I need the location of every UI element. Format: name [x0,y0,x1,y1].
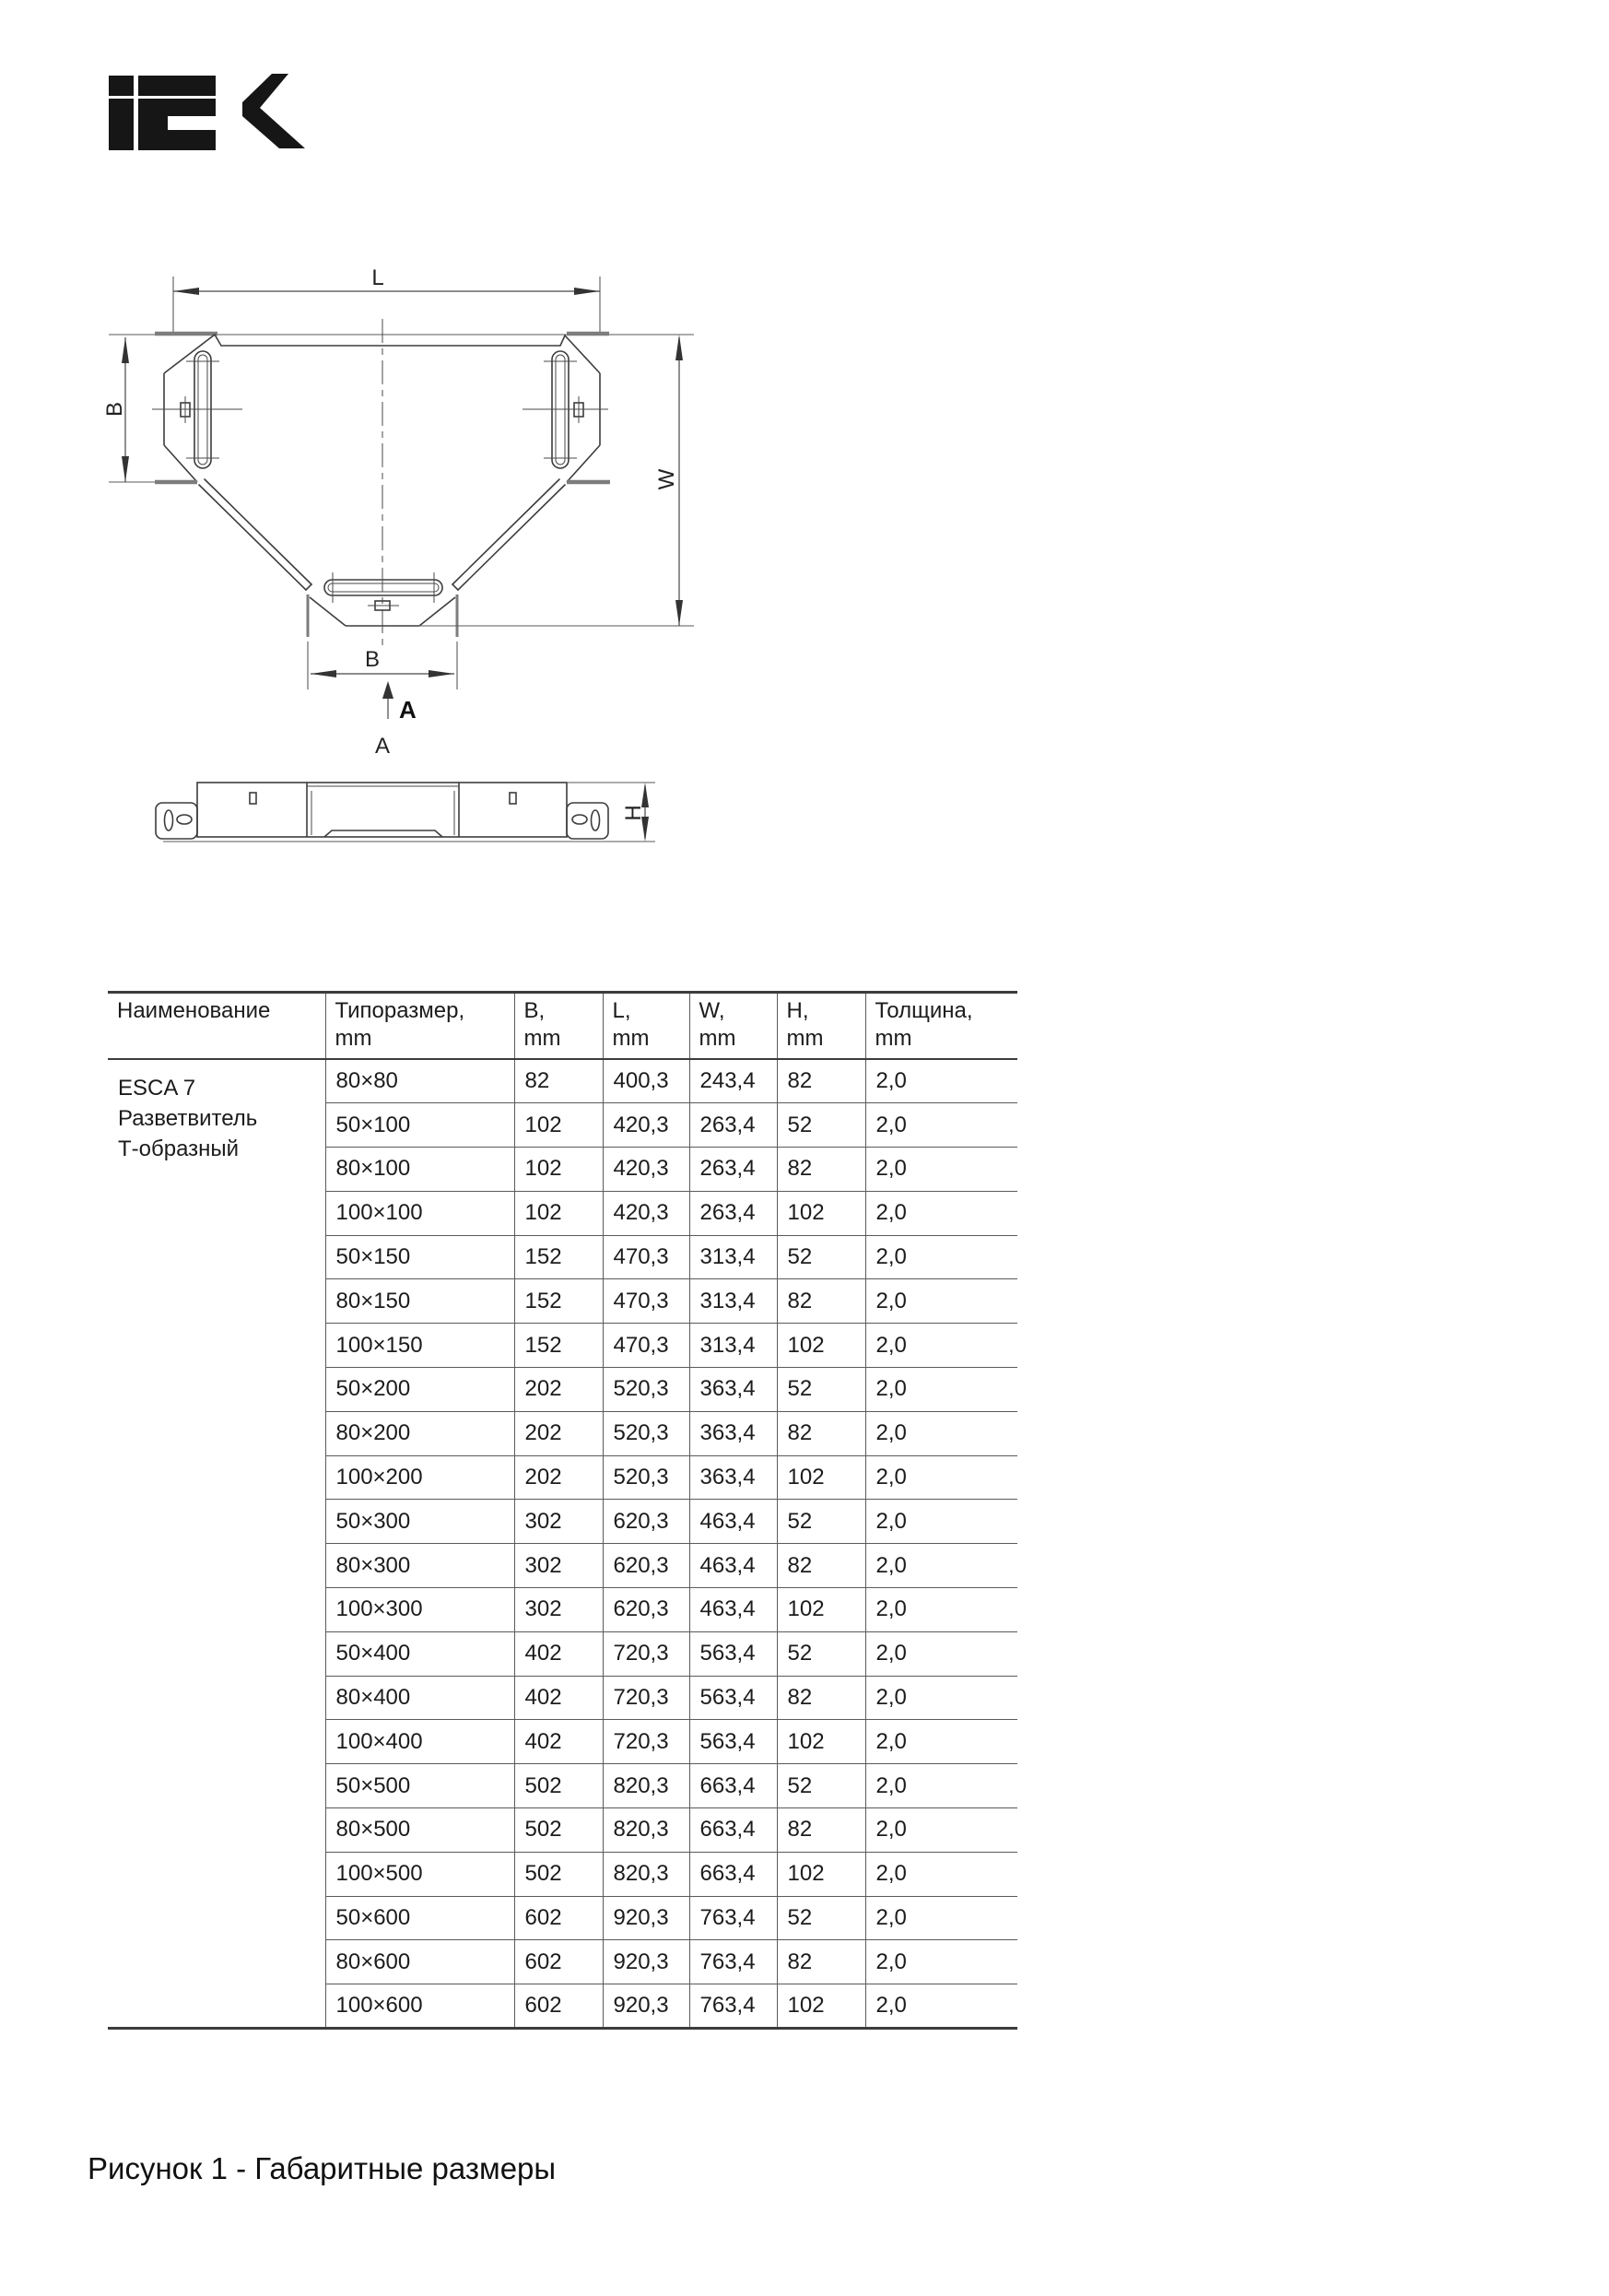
l-cell: 470,3 [603,1279,689,1324]
w-cell: 763,4 [689,1896,777,1940]
size-cell: 50×150 [325,1235,514,1279]
dimension-drawing [74,166,719,866]
b-cell: 202 [514,1411,603,1455]
thickness-cell: 2,0 [865,1368,1017,1412]
header-line: W, [699,998,725,1023]
h-cell: 102 [777,1852,865,1896]
h-cell: 52 [777,1896,865,1940]
h-cell: 52 [777,1103,865,1148]
thickness-cell: 2,0 [865,1059,1017,1103]
section-view-a-a [156,783,655,842]
l-cell: 720,3 [603,1676,689,1720]
w-cell: 313,4 [689,1279,777,1324]
l-cell: 620,3 [603,1588,689,1632]
size-cell: 50×200 [325,1368,514,1412]
label-L: L [371,265,384,290]
header-line: mm [523,1026,561,1051]
w-cell: 463,4 [689,1500,777,1544]
h-cell: 82 [777,1676,865,1720]
thickness-cell: 2,0 [865,1808,1017,1853]
l-cell: 920,3 [603,1940,689,1984]
h-cell: 82 [777,1808,865,1853]
b-cell: 82 [514,1059,603,1103]
l-cell: 520,3 [603,1368,689,1412]
thickness-cell: 2,0 [865,1896,1017,1940]
w-cell: 563,4 [689,1631,777,1676]
w-cell: 263,4 [689,1191,777,1235]
w-cell: 263,4 [689,1148,777,1192]
size-cell: 50×400 [325,1631,514,1676]
h-cell: 52 [777,1368,865,1412]
w-cell: 363,4 [689,1411,777,1455]
w-cell: 463,4 [689,1544,777,1588]
header-l [603,993,689,1060]
label-section-arrow-A: A [399,696,417,724]
label-H: H [621,805,646,821]
thickness-cell: 2,0 [865,1103,1017,1148]
w-cell: 463,4 [689,1588,777,1632]
dimensions-table [108,991,1017,2030]
b-cell: 202 [514,1368,603,1412]
size-cell: 80×80 [325,1059,514,1103]
logo-letter-e-notch [168,116,216,130]
thickness-cell: 2,0 [865,1324,1017,1368]
thickness-cell: 2,0 [865,1544,1017,1588]
b-cell: 502 [514,1852,603,1896]
h-cell: 52 [777,1764,865,1808]
h-cell: 52 [777,1235,865,1279]
b-cell: 602 [514,1896,603,1940]
h-cell: 102 [777,1455,865,1500]
top-view [102,265,694,759]
product-name-line: Разветвитель [118,1106,258,1131]
l-cell: 820,3 [603,1852,689,1896]
thickness-cell: 2,0 [865,1852,1017,1896]
header-line: mm [875,1026,912,1051]
header-line: mm [699,1026,736,1051]
logo-letter-i-dot [109,76,134,96]
h-cell: 82 [777,1940,865,1984]
b-cell: 602 [514,1984,603,2029]
header-line: L, [612,998,631,1023]
header-line: H, [786,998,809,1023]
l-cell: 920,3 [603,1896,689,1940]
header-line: Наименование [117,998,271,1023]
table-body [108,1059,1017,2029]
header-b [514,993,603,1060]
figure-caption: Рисунок 1 - Габаритные размеры [88,2151,557,2185]
w-cell: 243,4 [689,1059,777,1103]
header-line: mm [786,1026,824,1051]
size-cell: 80×150 [325,1279,514,1324]
thickness-cell: 2,0 [865,1764,1017,1808]
l-cell: 420,3 [603,1148,689,1192]
table-row [108,1059,1017,1103]
thickness-cell: 2,0 [865,1720,1017,1764]
label-B-left: B [102,401,127,418]
thickness-cell: 2,0 [865,1191,1017,1235]
l-cell: 620,3 [603,1544,689,1588]
w-cell: 313,4 [689,1235,777,1279]
h-cell: 102 [777,1191,865,1235]
l-cell: 400,3 [603,1059,689,1103]
l-cell: 820,3 [603,1808,689,1853]
w-cell: 663,4 [689,1808,777,1853]
b-cell: 102 [514,1148,603,1192]
thickness-cell: 2,0 [865,1940,1017,1984]
size-cell: 80×500 [325,1808,514,1853]
logo-letter-i-stem [109,99,134,150]
l-cell: 920,3 [603,1984,689,2029]
size-cell: 80×600 [325,1940,514,1984]
w-cell: 363,4 [689,1455,777,1500]
h-cell: 102 [777,1720,865,1764]
size-cell: 80×200 [325,1411,514,1455]
size-cell: 50×100 [325,1103,514,1148]
b-cell: 152 [514,1324,603,1368]
size-cell: 50×500 [325,1764,514,1808]
w-cell: 263,4 [689,1103,777,1148]
b-cell: 602 [514,1940,603,1984]
l-cell: 720,3 [603,1631,689,1676]
b-cell: 202 [514,1455,603,1500]
b-cell: 502 [514,1764,603,1808]
b-cell: 402 [514,1676,603,1720]
size-cell: 100×500 [325,1852,514,1896]
l-cell: 620,3 [603,1500,689,1544]
header-line: mm [335,1026,372,1051]
l-cell: 820,3 [603,1764,689,1808]
b-cell: 152 [514,1279,603,1324]
b-cell: 302 [514,1544,603,1588]
header-size [325,993,514,1060]
product-name-line: ESCA 7 [118,1076,196,1101]
size-cell: 50×300 [325,1500,514,1544]
size-cell: 100×200 [325,1455,514,1500]
l-cell: 720,3 [603,1720,689,1764]
label-B-bottom: B [364,647,381,672]
w-cell: 663,4 [689,1764,777,1808]
b-cell: 102 [514,1191,603,1235]
l-cell: 520,3 [603,1455,689,1500]
thickness-cell: 2,0 [865,1279,1017,1324]
dimensions-table-wrap [108,991,1017,2030]
iek-logo-graphic [104,72,307,153]
header-thickness [865,993,1017,1060]
l-cell: 470,3 [603,1235,689,1279]
h-cell: 82 [777,1411,865,1455]
product-name-line: Т-образный [118,1136,240,1161]
h-cell: 52 [777,1631,865,1676]
size-cell: 100×600 [325,1984,514,2029]
b-cell: 402 [514,1631,603,1676]
thickness-cell: 2,0 [865,1984,1017,2029]
label-section-A: A [374,734,391,759]
w-cell: 563,4 [689,1676,777,1720]
h-cell: 102 [777,1588,865,1632]
thickness-cell: 2,0 [865,1411,1017,1455]
header-w [689,993,777,1060]
header-name [108,993,325,1060]
logo-letter-k [242,74,305,148]
header-line: Типоразмер, [335,998,465,1023]
header-line: mm [612,1026,650,1051]
l-cell: 470,3 [603,1324,689,1368]
l-cell: 520,3 [603,1411,689,1455]
thickness-cell: 2,0 [865,1631,1017,1676]
size-cell: 100×400 [325,1720,514,1764]
thickness-cell: 2,0 [865,1676,1017,1720]
b-cell: 402 [514,1720,603,1764]
size-cell: 80×300 [325,1544,514,1588]
b-cell: 502 [514,1808,603,1853]
size-cell: 80×400 [325,1676,514,1720]
size-cell: 100×150 [325,1324,514,1368]
w-cell: 313,4 [689,1324,777,1368]
h-cell: 102 [777,1984,865,2029]
w-cell: 663,4 [689,1852,777,1896]
size-cell: 80×100 [325,1148,514,1192]
thickness-cell: 2,0 [865,1455,1017,1500]
w-cell: 763,4 [689,1940,777,1984]
header-line: B, [523,998,546,1023]
h-cell: 52 [777,1500,865,1544]
l-cell: 420,3 [603,1103,689,1148]
iek-logo [104,72,307,153]
product-name-cell [108,1059,325,2029]
table-header [108,993,1017,1060]
thickness-cell: 2,0 [865,1500,1017,1544]
label-W: W [654,468,679,490]
w-cell: 563,4 [689,1720,777,1764]
h-cell: 82 [777,1279,865,1324]
header-h [777,993,865,1060]
w-cell: 363,4 [689,1368,777,1412]
b-cell: 152 [514,1235,603,1279]
size-cell: 50×600 [325,1896,514,1940]
thickness-cell: 2,0 [865,1588,1017,1632]
w-cell: 763,4 [689,1984,777,2029]
thickness-cell: 2,0 [865,1148,1017,1192]
l-cell: 420,3 [603,1191,689,1235]
h-cell: 82 [777,1544,865,1588]
logo-letter-e-top [138,76,216,96]
h-cell: 82 [777,1059,865,1103]
b-cell: 102 [514,1103,603,1148]
h-cell: 102 [777,1324,865,1368]
header-line: Толщина, [875,998,973,1023]
h-cell: 82 [777,1148,865,1192]
thickness-cell: 2,0 [865,1235,1017,1279]
size-cell: 100×300 [325,1588,514,1632]
size-cell: 100×100 [325,1191,514,1235]
b-cell: 302 [514,1500,603,1544]
b-cell: 302 [514,1588,603,1632]
